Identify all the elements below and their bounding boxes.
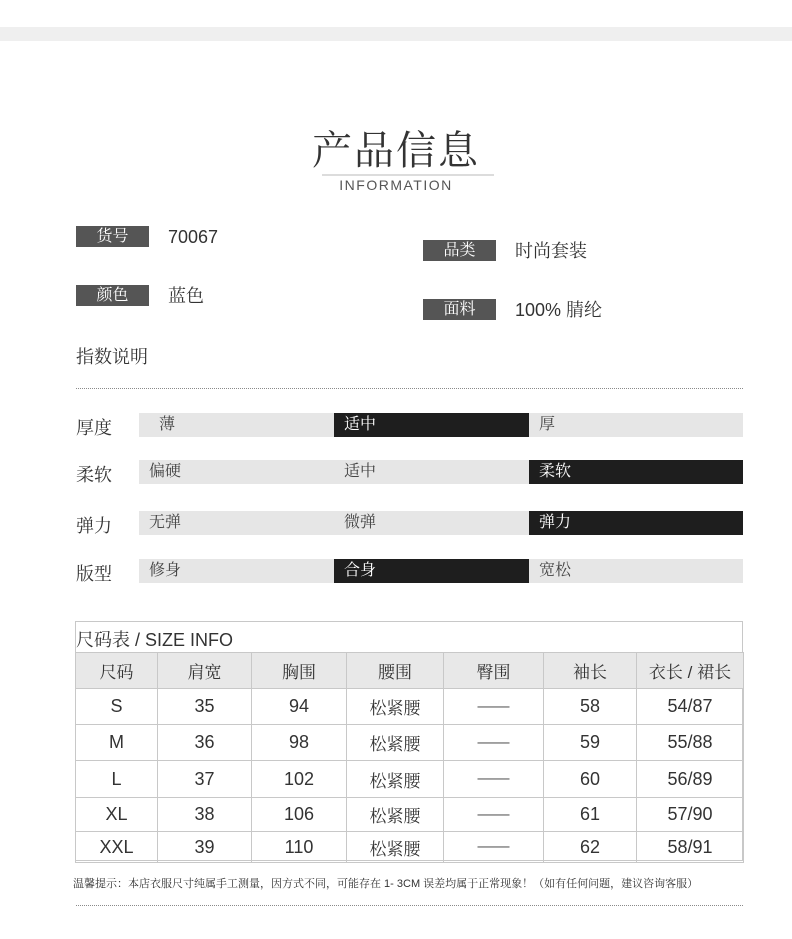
- size-cell: L: [76, 761, 158, 798]
- size-cell: S: [76, 689, 158, 725]
- size-cell: ——: [444, 689, 544, 725]
- size-cell: 37: [158, 761, 252, 798]
- bottom-dotted-divider: [76, 905, 743, 906]
- index-option: 厚: [529, 413, 743, 437]
- index-option: 偏硬: [139, 460, 335, 484]
- index-label: 版型: [76, 564, 112, 584]
- index-option-selected: 合身: [334, 559, 530, 583]
- dotted-divider: [76, 388, 743, 389]
- size-cell: ——: [444, 761, 544, 798]
- size-cell: 松紧腰: [347, 798, 444, 832]
- table-row: [76, 832, 744, 863]
- size-cell: 56/89: [637, 761, 744, 798]
- size-cell: 62: [544, 832, 637, 863]
- size-header-cell: 臀围: [444, 653, 544, 689]
- index-label: 柔软: [76, 465, 112, 485]
- size-cell: 58/91: [637, 832, 744, 863]
- size-header-cell: 腰围: [347, 653, 444, 689]
- color-tag: 颜色: [76, 285, 149, 306]
- color-value: 蓝色: [168, 286, 204, 306]
- index-option-selected: 柔软: [529, 460, 743, 484]
- size-cell: 102: [252, 761, 347, 798]
- size-header-cell: 尺码: [76, 653, 158, 689]
- index-title: 指数说明: [76, 347, 148, 367]
- size-header-cell: 衣长 / 裙长: [637, 653, 744, 689]
- size-cell: 110: [252, 832, 347, 863]
- size-cell: 松紧腰: [347, 725, 444, 761]
- index-option: 微弹: [334, 511, 530, 535]
- page-subtitle: INFORMATION: [339, 177, 453, 193]
- index-option-selected: 弹力: [529, 511, 743, 535]
- size-cell: 60: [544, 761, 637, 798]
- item-no-value: 70067: [168, 227, 219, 247]
- category-tag: 品类: [423, 240, 496, 261]
- size-cell: ——: [444, 725, 544, 761]
- size-cell: 61: [544, 798, 637, 832]
- size-cell: 35: [158, 689, 252, 725]
- title-underline: [322, 174, 494, 176]
- size-cell: 36: [158, 725, 252, 761]
- fabric-tag: 面料: [423, 299, 496, 320]
- size-cell: 57/90: [637, 798, 744, 832]
- index-option: 适中: [334, 460, 530, 484]
- page-title: 产品信息: [312, 129, 480, 173]
- table-row: [76, 761, 744, 798]
- index-label: 厚度: [76, 418, 112, 438]
- index-option: 宽松: [529, 559, 743, 583]
- size-table: [75, 652, 744, 863]
- item-no-tag: 货号: [76, 226, 149, 247]
- size-table-header: [76, 653, 744, 689]
- size-cell: 松紧腰: [347, 761, 444, 798]
- size-cell: ——: [444, 832, 544, 863]
- size-cell: 39: [158, 832, 252, 863]
- size-header-cell: 胸围: [252, 653, 347, 689]
- size-cell: 94: [252, 689, 347, 725]
- size-header-cell: 袖长: [544, 653, 637, 689]
- size-cell: 54/87: [637, 689, 744, 725]
- size-cell: 58: [544, 689, 637, 725]
- table-row: [76, 798, 744, 832]
- table-row: [76, 725, 744, 761]
- index-option: 薄: [139, 413, 335, 437]
- size-cell: 38: [158, 798, 252, 832]
- size-cell: XXL: [76, 832, 158, 863]
- size-cell: XL: [76, 798, 158, 832]
- index-option: 修身: [139, 559, 335, 583]
- size-cell: ——: [444, 798, 544, 832]
- index-label: 弹力: [76, 516, 112, 536]
- size-cell: 98: [252, 725, 347, 761]
- size-cell: 松紧腰: [347, 689, 444, 725]
- fabric-value: 100% 腈纶: [515, 300, 603, 320]
- category-value: 时尚套装: [515, 241, 587, 261]
- size-header-cell: 肩宽: [158, 653, 252, 689]
- size-cell: 106: [252, 798, 347, 832]
- size-note: 温馨提示：本店衣服尺寸纯属手工测量，因方式不同，可能存在 1- 3CM 误差均属于正常现象！（如有任何问题，建议咨询客服）: [73, 878, 699, 890]
- size-cell: M: [76, 725, 158, 761]
- size-cell: 59: [544, 725, 637, 761]
- top-band: [0, 27, 792, 41]
- table-row: [76, 689, 744, 725]
- size-cell: 55/88: [637, 725, 744, 761]
- size-table-title: 尺码表 / SIZE INFO: [76, 630, 234, 650]
- index-option-selected: 适中: [334, 413, 530, 437]
- size-cell: 松紧腰: [347, 832, 444, 863]
- index-option: 无弹: [139, 511, 335, 535]
